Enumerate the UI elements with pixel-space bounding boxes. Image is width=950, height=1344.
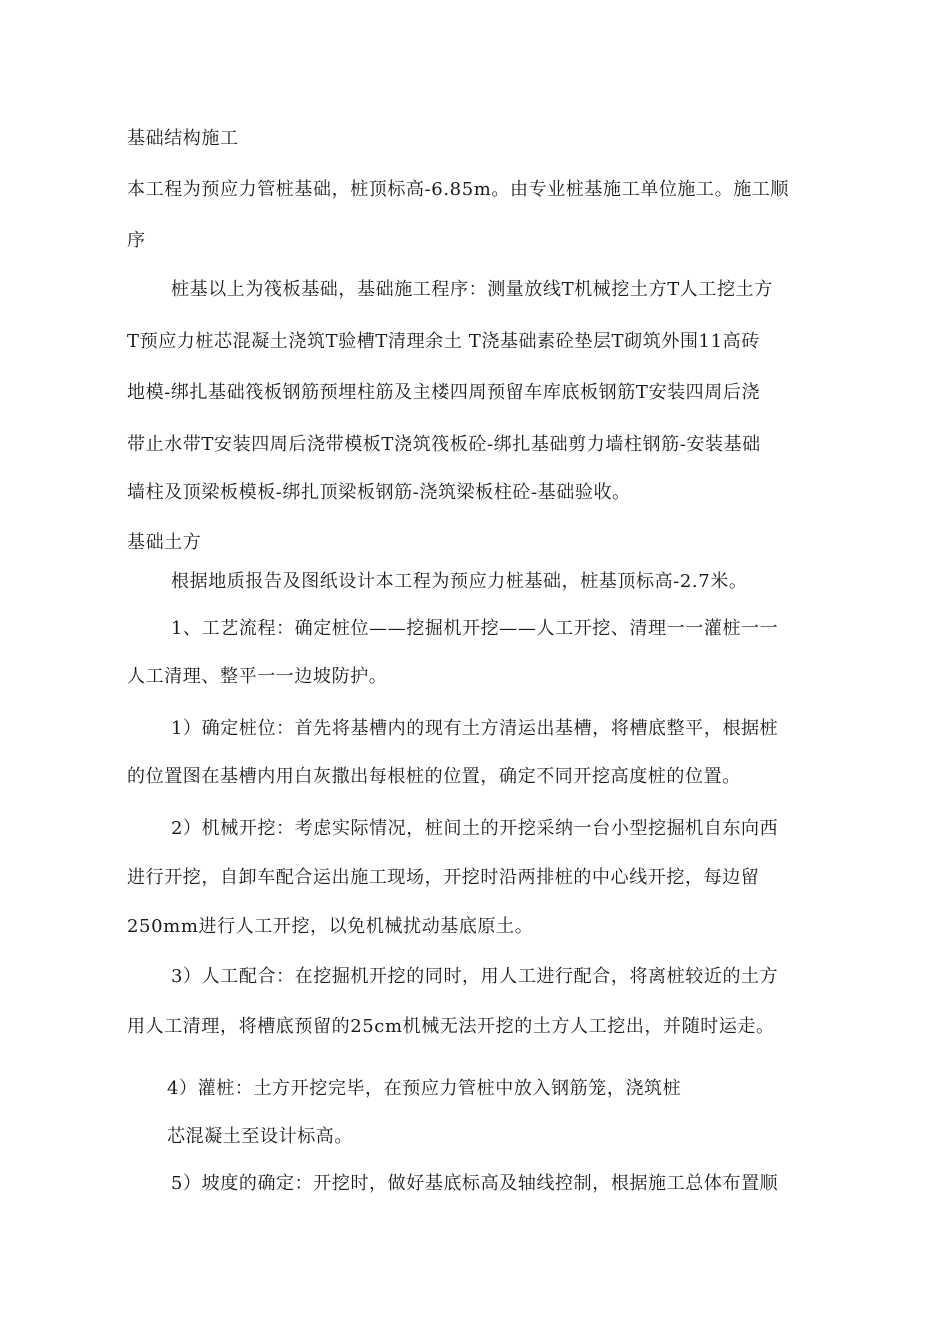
paragraph-line: 带止水带T安装四周后浇带模板T浇筑筏板砼-绑扎基础剪力墙柱钢筋-安装基础 [127,434,761,455]
paragraph-line: 墙柱及顶梁板模板-绑扎顶梁板钢筋-浇筑梁板柱砼-基础验收。 [127,482,631,503]
paragraph-line: T预应力桩芯混凝土浇筑T验槽T清理余土 T浇基础素砼垫层T砌筑外围11高砖 [127,331,760,352]
paragraph-line: 序 [127,230,146,251]
paragraph-line: 人工清理、整平一一边坡防护。 [127,666,388,687]
paragraph-line: 桩基以上为筏板基础，基础施工程序：测量放线T机械挖土方T人工挖土方 [171,279,773,300]
paragraph-line: 地模-绑扎基础筏板钢筋预埋柱筋及主楼四周预留车库底板钢筋T安装四周后浇 [127,382,761,403]
section-heading-foundation-earthwork: 基础土方 [127,532,202,553]
section-heading-foundation-structure: 基础结构施工 [127,128,239,149]
paragraph-line: 芯混凝土至设计标高。 [167,1126,353,1147]
paragraph-line: 用人工清理，将槽底预留的25cm机械无法开挖的土方人工挖出，并随时运走。 [127,1016,775,1037]
paragraph-line: 进行开挖，自卸车配合运出施工现场，开挖时沿两排桩的中心线开挖，每边留 [127,867,760,888]
paragraph-line: 1、工艺流程：确定桩位——挖掘机开挖——人工开挖、清理一一灌桩一一 [171,618,779,639]
paragraph-line: 2）机械开挖：考虑实际情况，桩间土的开挖采纳一台小型挖掘机自东向西 [171,818,779,839]
paragraph-line: 5）坡度的确定：开挖时，做好基底标高及轴线控制，根据施工总体布置顺 [171,1173,779,1194]
paragraph-line: 250mm进行人工开挖，以免机械扰动基底原土。 [127,916,534,937]
paragraph-line: 根据地质报告及图纸设计本工程为预应力桩基础，桩基顶标高-2.7米。 [171,571,748,592]
paragraph-line: 的位置图在基槽内用白灰撒出每根桩的位置，确定不同开挖高度桩的位置。 [127,766,741,787]
paragraph-line: 本工程为预应力管桩基础，桩顶标高-6.85m。由专业桩基施工单位施工。施工顺 [127,179,790,200]
paragraph-line: 1）确定桩位：首先将基槽内的现有土方清运出基槽，将槽底整平，根据桩 [171,718,779,739]
paragraph-line: 4）灌桩：土方开挖完毕，在预应力管桩中放入钢筋笼，浇筑桩 [167,1078,682,1099]
paragraph-line: 3）人工配合：在挖掘机开挖的同时，用人工进行配合，将离桩较近的土方 [171,966,779,987]
